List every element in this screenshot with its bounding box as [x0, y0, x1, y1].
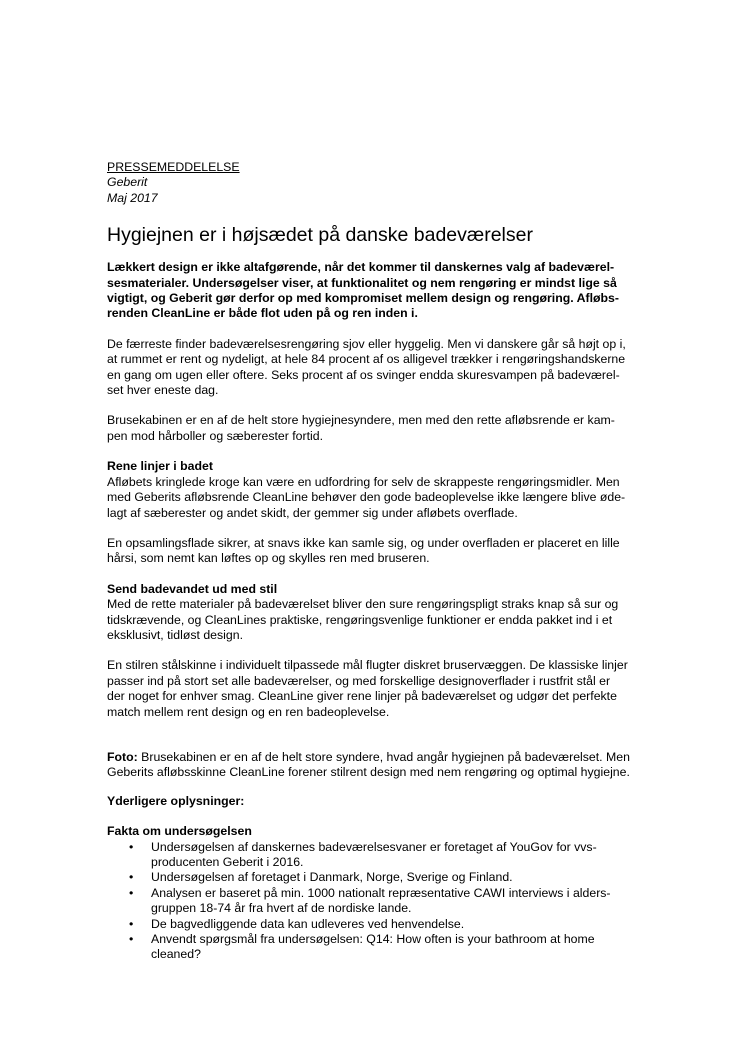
text-line: Med de rette materialer på badeværelset bliver den sure rengøringspligt straks knap så sur og: [107, 597, 619, 612]
section-heading: Rene linjer i badet: [107, 459, 213, 474]
list-item-line: Undersøgelsen af foretaget i Danmark, Norge, Sverige og Finland.: [151, 870, 513, 885]
text-line: En stilren stålskinne i individuelt tilpassede mål flugter diskret bruservæggen. De klassiske linjer: [107, 658, 628, 673]
facts-list: [107, 840, 637, 963]
lead-line: vigtigt, og Geberit gør derfor op med kompromiset mellem design og rengøring. Afløbs-: [107, 291, 619, 306]
company-name: Geberit: [107, 175, 148, 190]
text-line: hårsi, som nemt kan løftes op og skylles ren med bruseren.: [107, 551, 430, 566]
caption-text: Brusekabinen er en af de helt store syndere, hvad angår hygiejnen på badeværelset. Men: [137, 749, 630, 764]
body-paragraph-2: [107, 413, 637, 444]
caption-label: Foto:: [107, 749, 138, 764]
lead-line: Lækkert design er ikke altafgørende, når det kommer til danskernes valg af badeværel-: [107, 260, 615, 275]
bullet-icon: •: [129, 839, 134, 854]
text-line: pen mod hårboller og sæberester fortid.: [107, 428, 323, 443]
text-line: der noget for enhver smag. CleanLine giver rene linjer på badeværelset og udgør det perfekte: [107, 689, 617, 704]
text-line: passer ind på stort set alle badeværelser, og med forskellige designoverflader i rustfrit stål er: [107, 673, 611, 688]
text-line: at rummet er rent og nydeligt, at hele 84 procent af os alligevel trækker i rengøringshandskerne: [107, 352, 626, 367]
list-item-line: gruppen 18-74 år fra hvert af de nordiske lande.: [151, 901, 412, 916]
section-send-water: [107, 582, 637, 644]
text-line: Afløbets kringlede kroge kan være en udfordring for selv de skrappeste rengøringsmidler. Men: [107, 474, 620, 489]
lead-line: renden CleanLine er både flot uden på og ren inden i.: [107, 306, 418, 321]
list-item-line: producenten Geberit i 2016.: [151, 855, 304, 869]
section-clean-lines: [107, 459, 637, 521]
text-line: en gang om ugen eller oftere. Seks procent af os svinger endda skuresvampen på badeværel-: [107, 367, 620, 382]
body-paragraph-1: [107, 337, 637, 399]
more-info-heading: Yderligere oplysninger:: [107, 793, 245, 808]
document-header: [107, 160, 637, 206]
section-heading: Send badevandet ud med stil: [107, 581, 278, 596]
text-line: Brusekabinen er en af de helt store hygiejnesyndere, men med den rette afløbsrende er kam-: [107, 413, 615, 428]
list-item: [107, 932, 637, 963]
text-line: eksklusivt, tidløst design.: [107, 627, 243, 642]
bullet-icon: •: [129, 885, 134, 900]
text-line: match mellem rent design og en ren badeoplevelse.: [107, 704, 390, 719]
list-item-line: Undersøgelsen af danskernes badeværelsesvaner er foretaget af YouGov for vvs-: [151, 839, 597, 854]
list-item-line: cleaned?: [151, 947, 201, 962]
list-item: [107, 870, 637, 885]
release-date: Maj 2017: [107, 190, 158, 205]
list-item-line: De bagvedliggende data kan udleveres ved henvendelse.: [151, 916, 465, 931]
caption-line: [107, 750, 637, 765]
text-line: lagt af sæberester og andet skidt, der gemmer sig under afløbets overflade.: [107, 505, 518, 520]
press-release-label: PRESSEMEDDELELSE: [107, 160, 240, 174]
bullet-icon: •: [129, 916, 134, 931]
facts-heading: Fakta om undersøgelsen: [107, 824, 252, 839]
text-line: En opsamlingsflade sikrer, at snavs ikke kan samle sig, og under overfladen er placeret en lille: [107, 535, 620, 550]
press-release-page: [107, 160, 637, 963]
list-item: [107, 886, 637, 917]
photo-caption: [107, 750, 637, 781]
text-line: med Geberits afløbsrende CleanLine behøver den gode badeoplevelse ikke længere blive øde-: [107, 490, 626, 505]
lead-line: sesmaterialer. Undersøgelser viser, at funktionalitet og nem rengøring er mindst lige så: [107, 275, 617, 290]
text-line: set hver eneste dag.: [107, 383, 219, 398]
section-send-water-paragraph-2: [107, 658, 637, 720]
caption-line: Geberits afløbsskinne CleanLine forener stilrent design med nem rengøring og optimal hygiejne.: [107, 765, 630, 780]
bullet-icon: •: [129, 932, 134, 947]
section-clean-lines-paragraph-2: [107, 536, 637, 567]
text-line: tidskrævende, og CleanLines praktiske, rengøringsvenlige funktioner er endda pakket ind i et: [107, 612, 613, 627]
lead-paragraph: [107, 260, 637, 322]
list-item-line: Anvendt spørgsmål fra undersøgelsen: Q14: How often is your bathroom at home: [151, 932, 595, 947]
list-item: [107, 917, 637, 932]
document-title: Hygiejnen er i højsædet på danske badeværelser: [107, 224, 533, 247]
list-item-line: Analysen er baseret på min. 1000 nationalt repræsentative CAWI interviews i alders-: [151, 885, 611, 900]
facts-section: [107, 824, 637, 963]
text-line: De færreste finder badeværelsesrengøring sjov eller hyggelig. Men vi danskere går så højt op i,: [107, 336, 626, 351]
list-item: [107, 840, 637, 871]
bullet-icon: •: [129, 870, 134, 885]
